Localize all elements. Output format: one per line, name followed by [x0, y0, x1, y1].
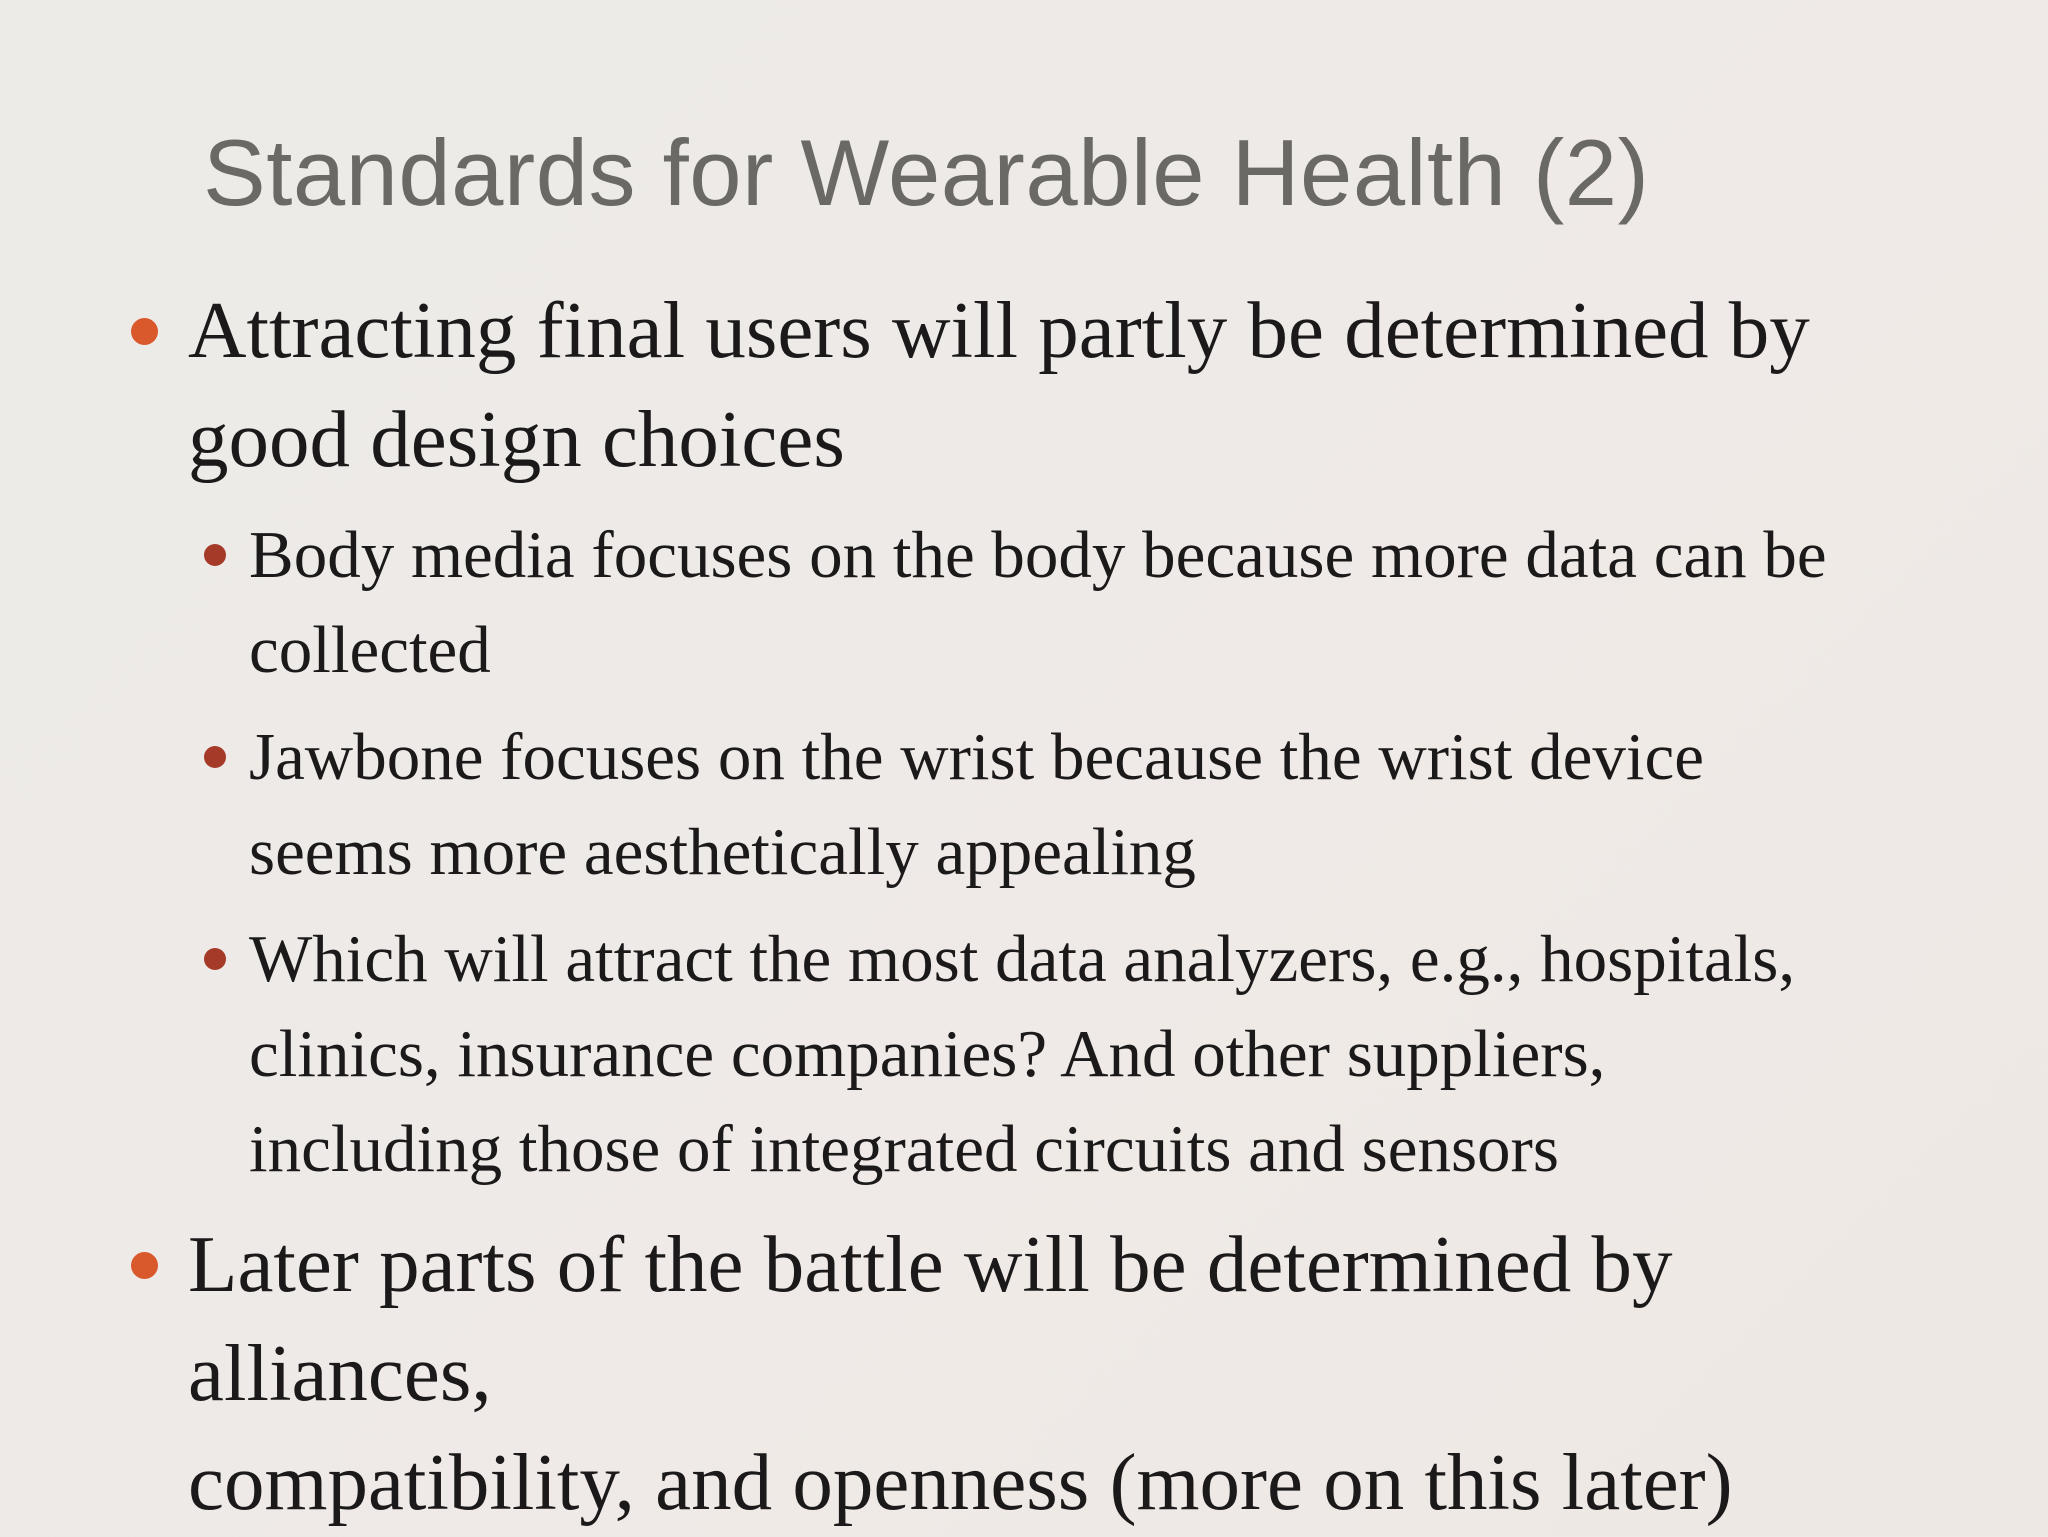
slide-title: Standards for Wearable Health (2): [203, 120, 1650, 225]
sub-bullet-item: [249, 912, 1949, 1197]
bullet-line: seems more aesthetically appealing: [249, 815, 1196, 889]
bullet-line: collected: [249, 613, 491, 687]
sub-bullet-dot-icon: [204, 746, 226, 768]
bullet-line: Jawbone focuses on the wrist because the wrist device: [249, 720, 1704, 794]
bullet-item: [188, 276, 1888, 494]
bullet-line: including those of integrated circuits and sensors: [249, 1112, 1559, 1186]
sub-bullet-item: [249, 508, 1949, 698]
bullet-item: [188, 1210, 1888, 1537]
bullet-line: good design choices: [188, 394, 845, 484]
bullet-line: compatibility, and openness (more on this later): [188, 1437, 1733, 1527]
bullet-line: clinics, insurance companies? And other suppliers,: [249, 1017, 1606, 1091]
sub-bullet-dot-icon: [204, 948, 226, 970]
bullet-dot-icon: [131, 1252, 158, 1279]
bullet-line: Later parts of the battle will be determined by alliances,: [188, 1219, 1673, 1418]
sub-bullet-item: [249, 710, 1949, 900]
bullet-dot-icon: [131, 318, 158, 345]
bullet-line: Body media focuses on the body because more data can be: [249, 518, 1827, 592]
sub-bullet-dot-icon: [204, 544, 226, 566]
bullet-line: Attracting final users will partly be determined by: [188, 285, 1810, 375]
bullet-line: Which will attract the most data analyzers, e.g., hospitals,: [249, 922, 1796, 996]
